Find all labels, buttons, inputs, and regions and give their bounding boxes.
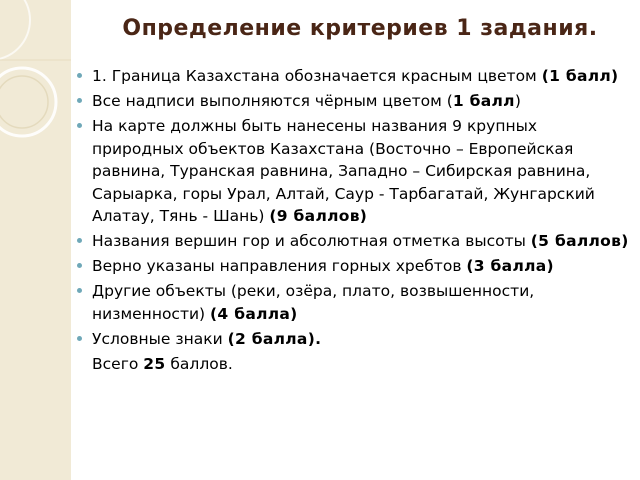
decorative-sidebar [0, 0, 71, 480]
criteria-item-text: Условные знаки [92, 329, 228, 348]
decorative-circles-graphic [0, 0, 71, 480]
criteria-item-points: (4 балла) [210, 304, 298, 323]
criteria-item-text: Другие объекты (реки, озёра, плато, возвышенности, низменности) [92, 282, 535, 323]
criteria-item-text: 1. Граница Казахстана обозначается красным цветом [92, 67, 542, 85]
criteria-item-points: (1 балл) [541, 67, 619, 85]
total-prefix: Всего [92, 354, 144, 373]
criteria-list [72, 65, 632, 375]
total-points: 25 [143, 354, 166, 373]
criteria-item [72, 230, 632, 253]
criteria-item-points: (5 баллов) [530, 232, 629, 250]
criteria-item [72, 115, 632, 228]
criteria-item [72, 280, 632, 325]
criteria-item [72, 255, 632, 278]
criteria-item [72, 328, 632, 351]
criteria-item-points: (3 балла) [466, 257, 554, 275]
criteria-item-points: 1 балл [452, 92, 515, 110]
criteria-item-text: На карте должны быть нанесены названия 9 крупных природных объектов Казахстана (Восточно – Европейская равнина, Туранская равнина, Западно – Сибирская равнина, Сарыарка, горы Урал, Алтай, Саур - Тарбагатай, Жунгарский Алатау, Тянь - Шань) [92, 117, 595, 225]
criteria-item-text: Названия вершин гор и абсолютная отметка высоты [92, 232, 531, 250]
criteria-item-text: Все надписи выполняются чёрным цветом ( [92, 92, 453, 110]
total-suffix: баллов. [165, 354, 233, 373]
total-line [72, 353, 632, 376]
criteria-item-points: (9 баллов) [269, 207, 368, 225]
slide-title: Определение критериев 1 задания. [122, 16, 598, 41]
criteria-item-suffix: ) [514, 92, 521, 110]
criteria-item [72, 90, 632, 113]
criteria-item-text: Верно указаны направления горных хребтов [92, 257, 467, 275]
criteria-item-points: (2 балла). [227, 329, 322, 348]
criteria-item [72, 65, 632, 88]
